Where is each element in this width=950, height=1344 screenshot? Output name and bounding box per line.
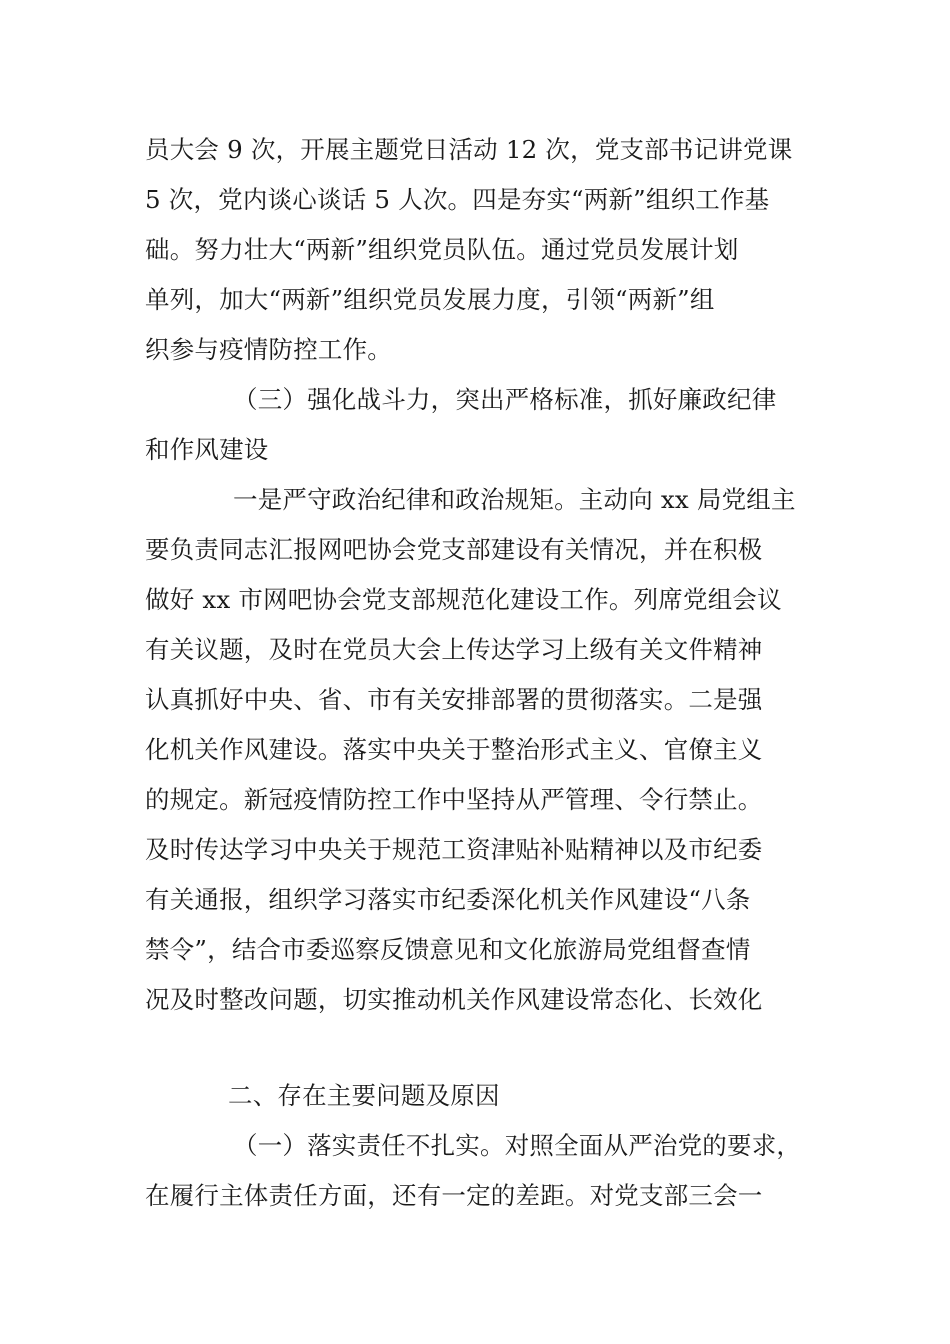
body-text-line: 础。努力壮大“两新”组织党员队伍。通过党员发展计划 <box>145 235 739 264</box>
body-text-line: 5 次，党内谈心谈话 5 人次。四是夯实“两新”组织工作基 <box>145 185 770 214</box>
body-text-line: 有关通报，组织学习落实市纪委深化机关作风建设“八条 <box>145 885 751 914</box>
section-heading-continuation: 和作风建设 <box>145 435 269 464</box>
paragraph-first-line: 一是严守政治纪律和政治规矩。主动向 xx 局党组主 <box>233 485 796 514</box>
body-text-line: 认真抓好中央、省、市有关安排部署的贯彻落实。二是强 <box>145 685 763 714</box>
body-text-line: 织参与疫情防控工作。 <box>145 335 392 364</box>
body-text-line: 化机关作风建设。落实中央关于整治形式主义、官僚主义 <box>145 735 763 764</box>
body-text-line: 的规定。新冠疫情防控工作中坚持从严管理、令行禁止。 <box>145 785 763 814</box>
body-text-line: 及时传达学习中央关于规范工资津贴补贴精神以及市纪委 <box>145 835 763 864</box>
body-text-line: 在履行主体责任方面，还有一定的差距。对党支部三会一 <box>145 1181 763 1210</box>
body-text-line: 做好 xx 市网吧协会党支部规范化建设工作。列席党组会议 <box>145 585 782 614</box>
body-text-line: 禁令”，结合市委巡察反馈意见和文化旅游局党组督查情 <box>145 935 751 964</box>
body-text-line: 况及时整改问题，切实推动机关作风建设常态化、长效化 <box>145 985 763 1014</box>
body-text-line: 有关议题，及时在党员大会上传达学习上级有关文件精神 <box>145 635 763 664</box>
chapter-heading: 二、存在主要问题及原因 <box>228 1081 500 1110</box>
subsection-heading: （一）落实责任不扎实。对照全面从严治党的要求， <box>233 1131 802 1160</box>
body-text-line: 员大会 9 次，开展主题党日活动 12 次，党支部书记讲党课 <box>145 135 793 164</box>
body-text-line: 单列，加大“两新”组织党员发展力度，引领“两新”组 <box>145 285 715 314</box>
body-text-line: 要负责同志汇报网吧协会党支部建设有关情况，并在积极 <box>145 535 763 564</box>
section-heading: （三）强化战斗力，突出严格标准，抓好廉政纪律 <box>233 385 777 414</box>
